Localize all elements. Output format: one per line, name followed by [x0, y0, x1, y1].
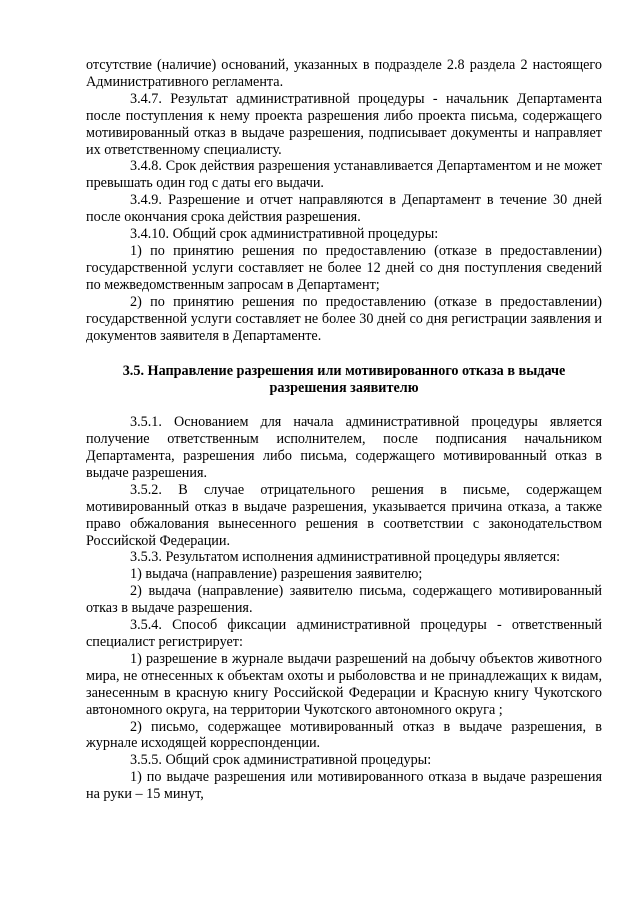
paragraph-3-5-5: 3.5.5. Общий срок административной процедуры: [130, 752, 432, 769]
paragraph-3-5-1: 3.5.1. Основанием для начала административной процедуры является получение ответственным исполнителем, после подписания начальником Департамента, разрешения либо письма, содержащего мотивированный отказ в выдаче разрешения. [86, 414, 602, 481]
paragraph-3-4-9: 3.4.9. Разрешение и отчет направляются в Департамент в течение 30 дней после окончания срока действия разрешения. [86, 192, 602, 226]
paragraph-3-4-10-item-1: 1) по принятию решения по предоставлению (отказе в предоставлении) государственной услуги составляет не более 12 дней со дня поступления сведений по межведомственным запросам в Департамент; [86, 242, 602, 293]
paragraph-3-5-4: 3.5.4. Способ фиксации административной процедуры - ответственный специалист регистрирует: [86, 617, 602, 650]
paragraph-3-5-4-item-1: 1) разрешение в журнале выдачи разрешений на добычу объектов животного мира, не отнесенных к объектам охоты и рыболовства и не принадлежащих к видам, занесенным в красную книгу Российской Федерации и Красную книгу Чукотского автономного округа, на территории Чукотского автономного округа ; [86, 650, 602, 718]
paragraph-3-5-3-item-2: 2) выдача (направление) заявителю письма, содержащего мотивированный отказ в выдаче разрешения. [86, 583, 602, 617]
paragraph-3-5-5-item-1: 1) по выдаче разрешения или мотивированного отказа в выдаче разрешения на руки – 15 минут, [86, 769, 602, 803]
paragraph-3-4-7: 3.4.7. Результат административной процедуры - начальник Департамента после поступления к нему проекта разрешения либо проекта письма, содержащего мотивированный отказ в выдаче разрешения, подписывает документы и направляет их ответственному специалисту. [86, 90, 602, 158]
paragraph-3-4-10: 3.4.10. Общий срок административной процедуры: [130, 226, 439, 243]
section-heading-3-5: 3.5. Направление разрешения или мотивированного отказа в выдаче разрешения заявителю [122, 363, 566, 397]
paragraph-3-5-3: 3.5.3. Результатом исполнения административной процедуры является: [130, 549, 561, 566]
paragraph-3-4-10-item-2: 2) по принятию решения по предоставлению (отказе в предоставлении) государственной услуги составляет не более 30 дней со дня регистрации заявления и документов заявителя в Департаменте. [86, 293, 602, 344]
paragraph-continuation: отсутствие (наличие) оснований, указанных в подразделе 2.8 раздела 2 настоящего Административного регламента. [86, 57, 602, 90]
paragraph-3-5-4-item-2: 2) письмо, содержащее мотивированный отказ в выдаче разрешения, в журнале исходящей корреспонденции. [86, 718, 602, 752]
paragraph-3-4-8: 3.4.8. Срок действия разрешения устанавливается Департаментом и не может превышать один год с даты его выдачи. [86, 158, 602, 192]
document-page [86, 57, 602, 803]
paragraph-3-5-3-item-1: 1) выдача (направление) разрешения заявителю; [130, 566, 423, 583]
paragraph-3-5-2: 3.5.2. В случае отрицательного решения в письме, содержащем мотивированный отказ в выдаче разрешения, указывается причина отказа, а также право обжалования вынесенного решения в соответствии с законодательством Российской Федерации. [86, 481, 602, 549]
